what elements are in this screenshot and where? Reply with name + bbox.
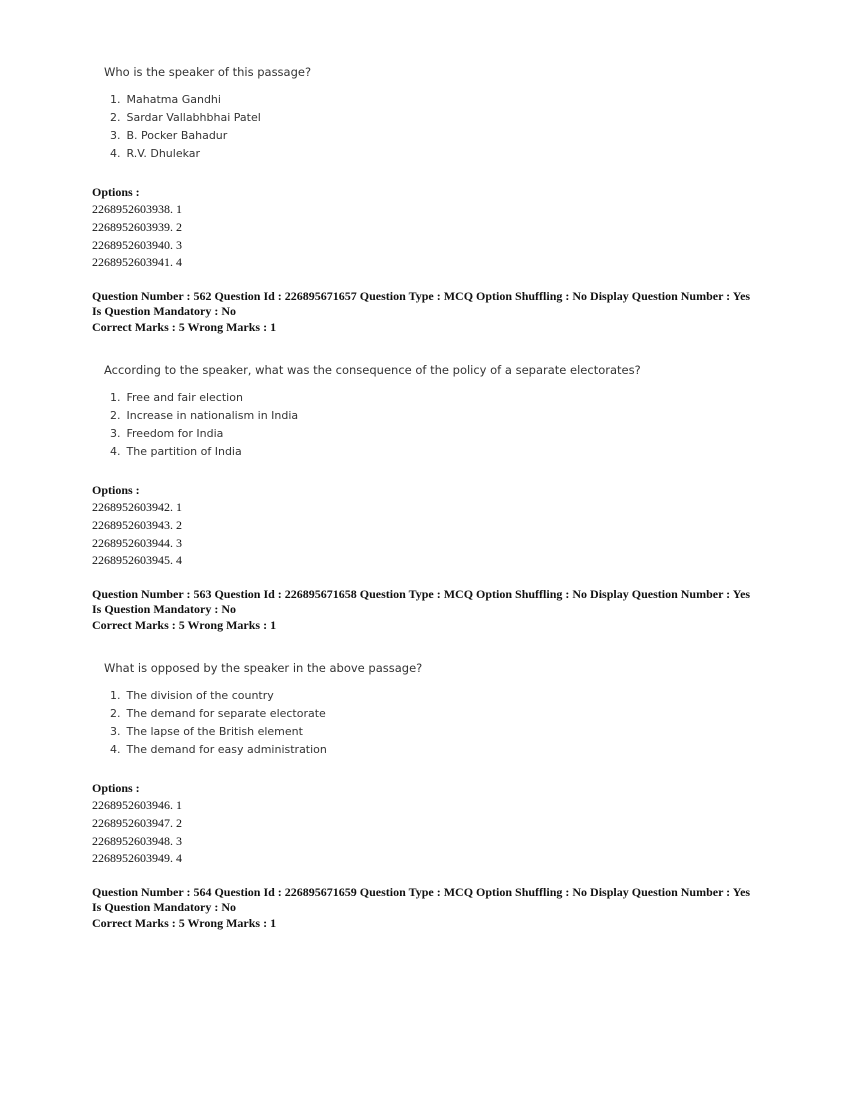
- question-block-3: [104, 661, 423, 756]
- choice-text: The division of the country: [126, 689, 274, 702]
- question-text: According to the speaker, what was the consequence of the policy of a separate electorates?: [104, 363, 641, 377]
- answer-choice: [110, 705, 327, 723]
- choice-text: Mahatma Gandhi: [126, 93, 221, 106]
- options-label: Options :: [92, 483, 140, 497]
- option-id: 2268952603943. 2: [92, 517, 182, 532]
- choice-number: 3.: [110, 725, 121, 738]
- question-meta-1: [92, 289, 762, 335]
- answer-choice: [110, 425, 298, 443]
- options-section-2: [92, 482, 182, 570]
- answer-choice: [110, 407, 298, 425]
- answer-choice: [110, 389, 298, 407]
- choice-text: The demand for easy administration: [126, 743, 327, 756]
- option-id: 2268952603938. 1: [92, 202, 182, 216]
- question-header: Question Number : 563 Question Id : 226895671658 Question Type : MCQ Option Shuffling : No Display Question Number : Yes Is Question Mandatory : No: [92, 587, 751, 616]
- option-id: 2268952603944. 3: [92, 535, 182, 550]
- question-text: What is opposed by the speaker in the above passage?: [104, 661, 423, 675]
- question-text: Who is the speaker of this passage?: [104, 65, 312, 79]
- option-id: 2268952603946. 1: [92, 798, 182, 812]
- option-id: 2268952603948. 3: [92, 833, 182, 848]
- choice-number: 1.: [110, 391, 121, 404]
- question-block-1: [104, 65, 312, 160]
- question-header: Question Number : 564 Question Id : 226895671659 Question Type : MCQ Option Shuffling : No Display Question Number : Yes Is Question Mandatory : No: [92, 885, 751, 914]
- answer-choice: [110, 127, 261, 145]
- choice-text: Freedom for India: [126, 427, 224, 440]
- choice-number: 3.: [110, 427, 121, 440]
- marks-line: Correct Marks : 5 Wrong Marks : 1: [92, 916, 277, 930]
- option-id: 2268952603945. 4: [92, 553, 182, 568]
- option-id: 2268952603942. 1: [92, 500, 182, 514]
- choice-text: R.V. Dhulekar: [126, 147, 201, 160]
- question-header: Question Number : 562 Question Id : 226895671657 Question Type : MCQ Option Shuffling : No Display Question Number : Yes Is Question Mandatory : No: [92, 289, 751, 318]
- choice-number: 4.: [110, 147, 121, 160]
- option-id: 2268952603947. 2: [92, 815, 182, 830]
- choice-text: Sardar Vallabhbhai Patel: [126, 111, 261, 124]
- answer-choice: [110, 741, 327, 759]
- options-section-3: [92, 780, 182, 868]
- choice-number: 3.: [110, 129, 121, 142]
- answer-choice-list: [110, 389, 298, 461]
- choice-text: Increase in nationalism in India: [126, 409, 299, 422]
- marks-line: Correct Marks : 5 Wrong Marks : 1: [92, 618, 277, 632]
- options-label: Options :: [92, 185, 140, 199]
- choice-number: 2.: [110, 409, 121, 422]
- answer-choice: [110, 687, 327, 705]
- question-meta-3: [92, 885, 762, 931]
- options-label: Options :: [92, 781, 140, 795]
- choice-text: Free and fair election: [126, 391, 243, 404]
- choice-text: B. Pocker Bahadur: [126, 129, 228, 142]
- choice-number: 4.: [110, 743, 121, 756]
- answer-choice-list: [110, 91, 261, 163]
- answer-choice-list: [110, 687, 327, 759]
- choice-number: 2.: [110, 111, 121, 124]
- question-meta-2: [92, 587, 762, 633]
- choice-text: The partition of India: [126, 445, 242, 458]
- option-id: 2268952603939. 2: [92, 219, 182, 234]
- choice-number: 1.: [110, 689, 121, 702]
- choice-number: 4.: [110, 445, 121, 458]
- answer-choice: [110, 91, 261, 109]
- option-id: 2268952603949. 4: [92, 851, 182, 866]
- choice-text: The lapse of the British element: [126, 725, 303, 738]
- choice-text: The demand for separate electorate: [126, 707, 326, 720]
- answer-choice: [110, 723, 327, 741]
- answer-choice: [110, 145, 261, 163]
- option-id: 2268952603940. 3: [92, 237, 182, 252]
- question-block-2: [104, 363, 641, 458]
- choice-number: 1.: [110, 93, 121, 106]
- answer-choice: [110, 109, 261, 127]
- option-id: 2268952603941. 4: [92, 255, 182, 270]
- choice-number: 2.: [110, 707, 121, 720]
- marks-line: Correct Marks : 5 Wrong Marks : 1: [92, 320, 277, 334]
- answer-choice: [110, 443, 298, 461]
- options-section-1: [92, 184, 182, 272]
